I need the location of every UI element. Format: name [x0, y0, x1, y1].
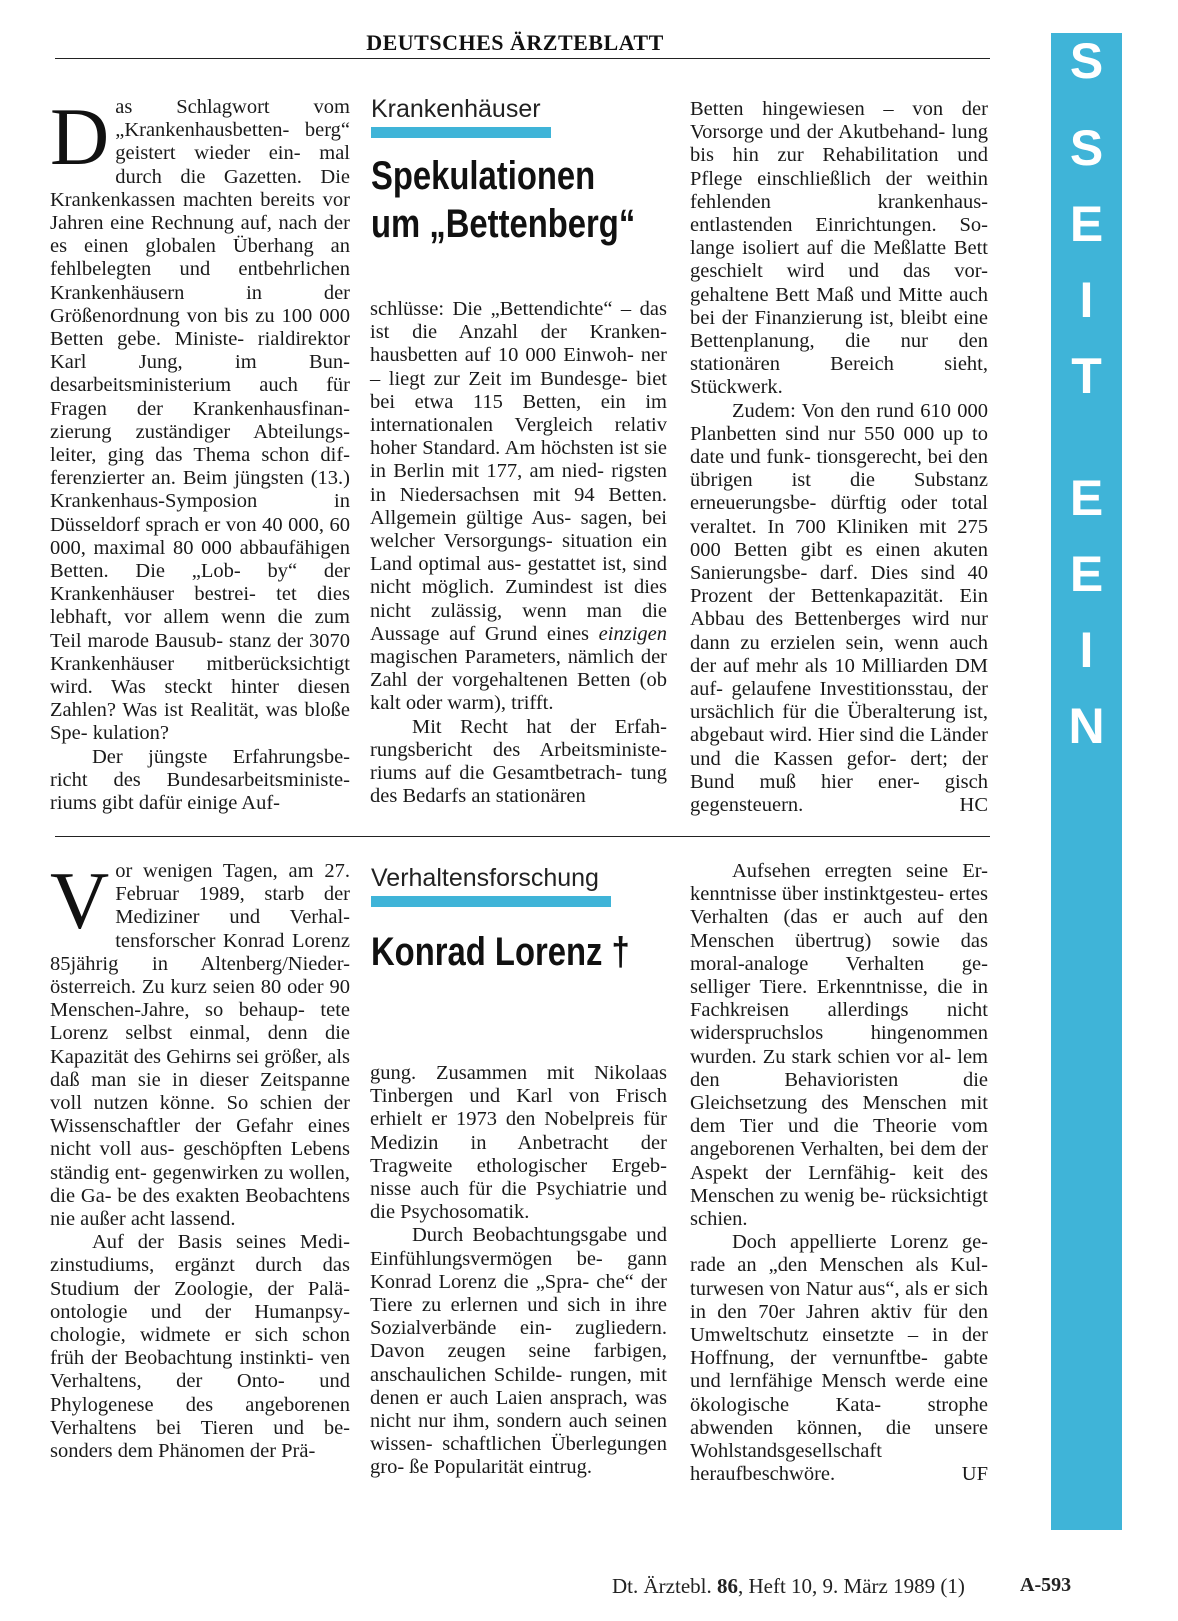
article1-kicker: Krankenhäuser: [371, 95, 541, 123]
article2-col3: [690, 860, 988, 1486]
article1-col3-p1: Betten hingewiesen – von der Vorsorge und der Akutbehand- lung bis hin zur Rehabilitation und Pflege einschließlich der weithin fehlenden krankenhaus- entlastenden Einrichtungen. So- lange isoliert auf die Meßlatte Bett geschielt wird und das vor- gehaltene Bett Maß und Mitte auch bei der Finanzierung ist, bleibt eine Bettenplanung, die nur den stationären Bereich sieht, Stückwerk.: [690, 98, 988, 399]
article1-signature: HC: [959, 794, 988, 817]
article1-headline-line2: um „Bettenberg“: [371, 202, 636, 246]
seite-eins-sidebar: [1051, 33, 1122, 1530]
article2-kicker-bar: [371, 896, 611, 907]
article1-col2: [370, 298, 667, 808]
article1-emphasis: einzigen: [598, 622, 667, 645]
sidebar-letter: I: [1079, 622, 1094, 678]
footer-citation: Dt. Ärztebl. 86, Heft 10, 9. März 1989 (1): [612, 1574, 965, 1598]
article1-dropcap: D: [50, 91, 110, 182]
sidebar-letter: E: [1069, 470, 1104, 526]
article1-col1: [50, 91, 350, 815]
article2-headline: Konrad Lorenz †: [371, 930, 630, 974]
article2-col2-p2: Durch Beobachtungsgabe und Einfühlungsvermögen be- gann Konrad Lorenz die „Spra- che“ der Tiere zu erlernen und sich in ihre Sozialverbände ein- zugliedern. Davon zeugen seine farbigen, anschaulichen Schilde- rungen, mit denen er auch Laien ansprach, was nicht nur ihm, sondern auch seinen wissen- schaftlichen Überlegungen gro- ße Popularität eintrug.: [370, 1224, 667, 1479]
article1-col1-p2: Der jüngste Erfahrungsbe- richt des Bundesarbeitsministe- riums gibt dafür einige Auf-: [50, 745, 350, 815]
sidebar-letter: E: [1069, 546, 1104, 602]
article2-col3-p2: Doch appellierte Lorenz ge- rade an „den Menschen als Kul- turwesen von Natur aus“, als er sich in den 70er Jahren aktiv für den Umweltschutz einsetzte – in der Hoffnung, der vernunftbe- gabte und lernfähige Mensch werde eine ökologische Kata- strophe abwenden können, die unsere Wohlstandsgesellschaft heraufbeschwöre.: [690, 1231, 988, 1486]
article2-col1-p2: Auf der Basis seines Medi- zinstudiums, ergänzt durch das Studium der Zoologie, der Palä- ontologie und der Humanpsy- chologie, widmete er sich schon früh der Beobachtung instinkti- ven Verhaltens, der Onto- und Phylogenese des angeborenen Verhaltens bei Tieren und be- sonders dem Phänomen der Prä-: [50, 1231, 350, 1463]
masthead-rule: [55, 58, 990, 59]
article2-col3-p1: Aufsehen erregten seine Er- kenntnisse über instinktgesteu- ertes Verhalten (das er auch auf den Menschen übertrug) sowie das moral-analoge Verhalten ge- selliger Tiere. Erkenntnisse, die in Fachkreisen allerdings nicht widerspruchslos hingenommen wurden. Zu stark schien vor al- lem den Behavioristen die Gleichsetzung des Menschen mit dem Tier und die Theorie vom angeborenen Verhalten, bei dem der Aspekt der Lernfähig- keit des Menschen zu wenig be- rücksichtigt schien.: [690, 860, 988, 1231]
article1-col1-p1: as Schlagwort vom „Krankenhausbetten- berg“ geistert wieder ein- mal durch die Gazetten. Die Krankenkassen machten bereits vor Jahren eine Rechnung auf, nach der es einen globalen Überhang an fehlbelegten und entbehrlichen Krankenhäusern in der Größenordnung von bis zu 100 000 Betten gebe. Ministe- rialdirektor Karl Jung, im Bun- desarbeitsministerium auch für Fragen der Krankenhausfinan- zierung zuständiger Abteilungs- leiter, ging das Thema schon dif- ferenzierter an. Beim jüngsten (13.) Krankenhaus-Symposion in Düsseldorf sprach er von 40 000, 60 000, maximal 80 000 abbaufähigen Betten. Die „Lob- by“ der Krankenhäuser bestrei- tet dies lebhaft, vor allem wenn die zum Teil marode Bausub- stanz der 3070 Krankenhäuser mitberücksichtigt wird. Was steckt hinter diesen Zahlen? Was ist Realität, was bloße Spe- kulation?: [50, 96, 350, 745]
article2-dropcap: V: [50, 855, 110, 946]
sidebar-letter: I: [1079, 272, 1094, 328]
article2-signature: UF: [961, 1463, 988, 1486]
sidebar-letter: N: [1068, 698, 1105, 754]
sidebar-letter: S: [1069, 33, 1104, 89]
article-divider: [55, 836, 990, 837]
article1-col3-p2: Zudem: Von den rund 610 000 Planbetten sind nur 550 000 up to date und funk- tionsgerecht, bei den übrigen ist die Substanz erneuerungsbe- dürftig oder total veraltet. In 700 Kliniken mit 275 000 Betten gibt es einen akuten Sanierungsbe- darf. Dies sind 40 Prozent der Bettenkapazität. Ein Abbau des Bettenberges wird nur dann zu erzielen sein, wenn auch der auf mehr als 10 Milliarden DM auf- gelaufene Investitionsstau, der ursächlich für die Überalterung ist, abgebaut wird. Hier sind die Länder und die Kassen gefor- dert; der Bund muß hier ener- gisch gegensteuern.: [690, 399, 988, 817]
article1-col3: [690, 98, 988, 817]
footer-volume: 86: [716, 1574, 738, 1598]
article1-col2-p2: Mit Recht hat der Erfah- rungsbericht des Arbeitsministe- riums auf die Gesamtbetrach- tung des Bedarfs an stationären: [370, 715, 667, 808]
article2-col2: [370, 1062, 667, 1480]
sidebar-letter: E: [1069, 196, 1104, 252]
footer-page-number: A-593: [1020, 1574, 1072, 1596]
sidebar-letter: T: [1071, 348, 1102, 404]
article2-kicker: Verhaltensforschung: [371, 864, 599, 892]
masthead: DEUTSCHES ÄRZTEBLATT: [366, 30, 664, 55]
sidebar-letter: S: [1069, 120, 1104, 176]
article1-headline-line1: Spekulationen: [371, 154, 596, 198]
article1-kicker-bar: [371, 127, 551, 138]
article2-col1-p1: or wenigen Tagen, am 27. Februar 1989, starb der Mediziner und Verhal- tensforscher Konrad Lorenz 85jährig in Altenberg/Nieder- österreich. Zu kurz seien 80 oder 90 Menschen-Jahre, so behaup- tete Lorenz selbst einmal, denn die Kapazität des Gehirns sei größer, als daß man sie in dieser Zeitspanne voll nutzen könne. So schien der Wissenschaftler der Gefahr eines nicht voll aus- geschöpften Lebens ständig ent- gegenwirken zu wollen, die Ga- be des exakten Beobachtens nie außer acht lassend.: [50, 860, 350, 1231]
article1-col2-p1: schlüsse: Die „Bettendichte“ – das ist die Anzahl der Kranken- hausbetten auf 10 000 Einwoh- ner – liegt zur Zeit im Bundesge- biet bei etwa 115 Betten, ein im internationalen Vergleich relativ hoher Standard. Am höchsten ist sie in Berlin mit 177, am nied- rigsten in Niedersachsen mit 94 Betten. Allgemein gültige Aus- sagen, bei welcher Versorgungs- situation ein Land optimal aus- gestattet ist, sind nicht möglich. Zumindest ist dies nicht zulässig, wenn man die Aussage auf Grund eines einzigen magischen Parameters, nämlich der Zahl der vorgehaltenen Betten (ob kalt oder warm), trifft.: [370, 298, 667, 715]
article2-col2-p1: gung. Zusammen mit Nikolaas Tinbergen und Karl von Frisch erhielt er 1973 den Nobelpreis für Medizin in Anbetracht der Tragweite ethologischer Ergeb- nisse auch für die Psychiatrie und die Psychosomatik.: [370, 1062, 667, 1224]
article2-col1: [50, 855, 350, 1463]
